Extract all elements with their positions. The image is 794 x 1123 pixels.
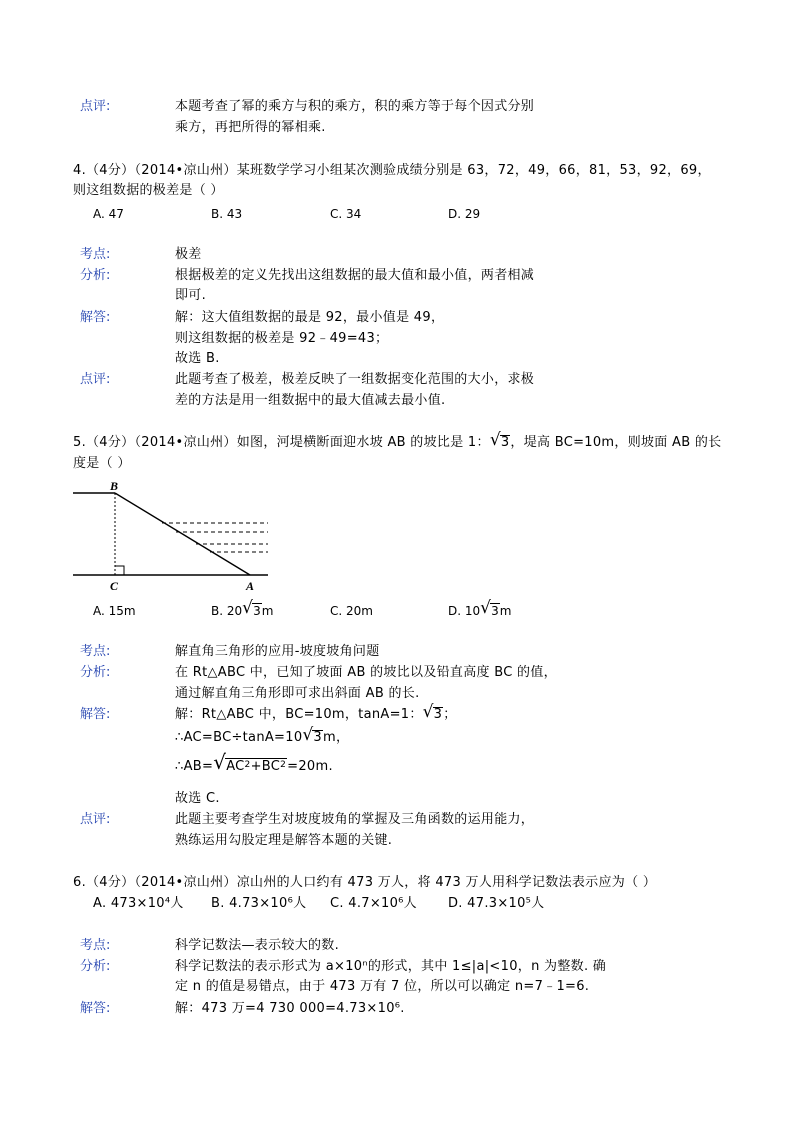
- sqrt-radicand: 3: [313, 730, 322, 745]
- q5-fenxi-text-1: 在 Rt△ABC 中，已知了坡面 AB 的坡比以及铅直高度 BC 的值，: [175, 665, 557, 680]
- bc-term: +BC: [250, 759, 281, 774]
- q5-jieda-text-3: [175, 750, 333, 777]
- q5-jieda-text-2: [175, 725, 350, 748]
- q5-fenxi-text-2: 通过解直角三角形即可求出斜面 AB 的长.: [175, 686, 420, 701]
- point-b-label: B: [110, 479, 119, 493]
- q4-dianping-text-1: 此题考查了极差，极差反映了一组数据变化范围的大小，求极: [175, 372, 535, 387]
- sqrt-3: √ 3: [480, 598, 499, 618]
- q5-kaodian-label: 考点:: [80, 644, 111, 659]
- q4-option-c: C. 34: [330, 207, 362, 221]
- q5-option-b: [211, 598, 274, 620]
- q5-option-b-post: m: [261, 604, 274, 618]
- q4-fenxi-text-2: 即可.: [175, 288, 207, 303]
- q6-option-d: D. 47.3×10⁵人: [448, 896, 545, 911]
- q4-option-b: B. 43: [211, 207, 243, 221]
- q4-fenxi-label: 分析:: [80, 268, 111, 283]
- sqrt-3: √ 3: [422, 702, 443, 722]
- q4-option-d: D. 29: [448, 207, 481, 221]
- q5-jieda-2-post: m，: [322, 730, 350, 745]
- q4-jieda-text-3: 故选 B.: [175, 351, 220, 366]
- q5-jieda-3-post: =20m.: [287, 759, 333, 774]
- slope-ab-line: [115, 493, 250, 575]
- q5-stem-1: [73, 430, 722, 453]
- sqrt-radicand: 3: [433, 707, 443, 722]
- q5-dianping-text-1: 此题主要考查学生对坡度坡角的掌握及三角函数的运用能力，: [175, 812, 535, 827]
- q6-stem: 6.（4分）（2014•凉山州）凉山州的人口约有 473 万人，将 473 万人用科学记数法表示应为（ ）: [73, 875, 657, 890]
- point-a-label: A: [246, 579, 255, 593]
- q4-dianping-label: 点评:: [80, 372, 111, 387]
- q5-jieda-1-text: 解：Rt△ABC 中，BC=10m，tanA=1：: [175, 707, 423, 722]
- q5-fenxi-label: 分析:: [80, 665, 111, 680]
- right-angle-mark: [115, 566, 124, 575]
- q5-option-c: C. 20m: [330, 604, 373, 618]
- q6-fenxi-text-2: 定 n 的值是易错点，由于 473 万有 7 位，所以可以确定 n=7﹣1=6.: [175, 979, 590, 994]
- q4-jieda-label: 解答:: [80, 310, 111, 325]
- point-c-label: C: [110, 579, 119, 593]
- q5-option-d: [448, 598, 512, 620]
- sqrt-radicand: 3: [500, 435, 510, 450]
- q5-jieda-1-end: ；: [443, 707, 457, 722]
- q6-kaodian-label: 考点:: [80, 938, 111, 953]
- q4-jieda-text-2: 则这组数据的极差是 92﹣49=43；: [175, 331, 389, 346]
- sqrt-3: √ 3: [242, 598, 261, 618]
- q5-option-b-pre: B. 20: [211, 604, 243, 618]
- q5-jieda-3-pre: ∴AB=: [175, 759, 214, 774]
- q5-jieda-label: 解答:: [80, 707, 111, 722]
- sqrt-3: √ 3: [302, 725, 322, 745]
- q4-jieda-text-1: 解：这大值组数据的最是 92，最小值是 49，: [175, 310, 445, 325]
- q6-option-b: B. 4.73×10⁶人: [211, 896, 307, 911]
- q5-kaodian-text: 解直角三角形的应用-坡度坡角问题: [175, 644, 380, 659]
- q4-dianping-text-2: 差的方法是用一组数据中的最大值减去最小值.: [175, 393, 446, 408]
- ac-term: AC: [226, 759, 245, 774]
- q4-option-a: A. 47: [93, 207, 124, 221]
- q4-stem-1: 4.（4分）（2014•凉山州）某班数学学习小组某次测验成绩分别是 63，72，49，66，81，53，92，69，: [73, 163, 711, 178]
- sqrt-ac-bc: √ $AC^2+BC^2$: [213, 750, 287, 774]
- q3-dianping-text-1: 本题考查了幂的乘方与积的乘方，积的乘方等于每个因式分别: [175, 99, 535, 114]
- q6-option-a: A. 473×10⁴人: [93, 896, 184, 911]
- ac-exponent: 2: [244, 760, 251, 770]
- q5-jieda-2-pre: ∴AC=BC÷tanA=10: [175, 730, 303, 745]
- sqrt-radicand: 3: [253, 604, 261, 618]
- q3-dianping-label: 点评:: [80, 99, 111, 114]
- bc-exponent: 2: [280, 760, 287, 770]
- q4-kaodian-label: 考点:: [80, 247, 111, 262]
- sqrt-3: √ 3: [489, 430, 510, 450]
- q4-stem-2: 则这组数据的极差是（ ）: [73, 183, 224, 198]
- q5-stem-1b: ，堤高 BC=10m，则坡面 AB 的长: [510, 435, 722, 450]
- q4-kaodian-text: 极差: [175, 247, 202, 262]
- q5-option-d-pre: D. 10: [448, 604, 481, 618]
- q6-jieda-label: 解答:: [80, 1001, 111, 1016]
- q5-option-d-post: m: [499, 604, 512, 618]
- q5-stem-1a: 5.（4分）（2014•凉山州）如图，河堤横断面迎水坡 AB 的坡比是 1：: [73, 435, 490, 450]
- q5-jieda-text-4: 故选 C.: [175, 791, 220, 806]
- q5-stem-2: 度是（ ）: [73, 456, 131, 471]
- slope-figure: [70, 478, 275, 596]
- sqrt-radicand: 3: [491, 604, 499, 618]
- q6-jieda-text-1: 解：473 万=4 730 000=4.73×10⁶.: [175, 1001, 405, 1016]
- q6-option-c: C. 4.7×10⁶人: [330, 896, 417, 911]
- q5-dianping-text-2: 熟练运用勾股定理是解答本题的关键.: [175, 833, 393, 848]
- q6-fenxi-label: 分析:: [80, 959, 111, 974]
- q6-fenxi-text-1: 科学记数法的表示形式为 a×10ⁿ的形式，其中 1≤|a|<10，n 为整数. 确: [175, 959, 607, 974]
- q3-dianping-text-2: 乘方，再把所得的幂相乘.: [175, 120, 326, 135]
- q5-option-a: A. 15m: [93, 604, 136, 618]
- q6-kaodian-text: 科学记数法—表示较大的数.: [175, 938, 340, 953]
- q5-jieda-text-1: [175, 702, 457, 725]
- q5-dianping-label: 点评:: [80, 812, 111, 827]
- q4-fenxi-text-1: 根据极差的定义先找出这组数据的最大值和最小值，两者相减: [175, 268, 535, 283]
